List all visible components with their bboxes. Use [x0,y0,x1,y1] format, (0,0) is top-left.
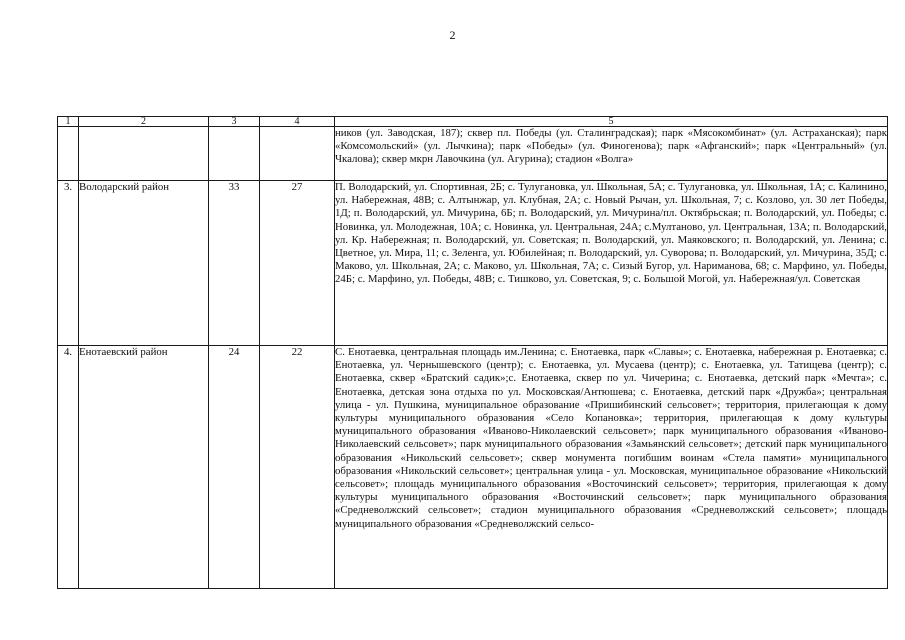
table-row [58,127,888,181]
page-number: 2 [449,28,456,42]
header-col-2: 2 [79,117,209,127]
column-4-value: 27 [260,181,335,346]
locations-text: П. Володарский, ул. Спортивная, 2Б; с. Тулугановка, ул. Школьная, 5А; с. Тулугановка, ул. Школьная, 1А; с. Калинино, ул. Набережная, 48В; с. Алтынжар, ул. Клубная, 2А; с. Новый Рычан, ул. Школьная, 7; с. Козлово, ул. 30 лет Победы, 1Д; п. Володарский, ул. Мичурина, 6Б; п. Володарский, ул. Мичурина/пл. Октябрьская; п. Володарский, ул. Победы; с. Новинка, ул. Молодежная, 10А; с. Новинка, ул. Центральная, 24А; с.Мултаново, ул. Центральная, 13А; п. Володарский, ул. Кр. Набережная; п. Володарский, ул. Советская; п. Володарский, ул. Маяковского; п. Володарский, ул. Ленина; с. Цветное, ул. Мира, 11; с. Зеленга, ул. Юбилейная; п. Володарский, ул. Суворова; п. Володарский, ул. Мичурина, 35Д; с. Маково, ул. Школьная, 2А; с. Маково, ул. Школьная, 7А; с. Сизый Бугор, ул. Нариманова, 68; с. Марфино, ул. Победы, 24Б; с. Марфино, ул. Победы, 48В; с. Тишково, ул. Советская, 9; с. Большой Могой, ул. Набережная/ул. Советская [335,181,888,346]
column-4-value: 22 [260,346,335,589]
header-col-4: 4 [260,117,335,127]
row-number: 3. [58,181,79,346]
district-name: Енотаевский район [79,346,209,589]
district-name: Володарский район [79,181,209,346]
header-col-1: 1 [58,117,79,127]
header-col-3: 3 [209,117,260,127]
column-3-value: 33 [209,181,260,346]
locations-text: С. Енотаевка, центральная площадь им.Ленина; с. Енотаевка, парк «Славы»; с. Енотаевка, набережная р. Енотаевка; с. Енотаевка, ул. Чернышевского (центр); с. Енотаевка, ул. Мусаева (центр); с. Енотаевка, ул. Татищева (центр); с. Енотаевка, сквер «Братский садик»;с. Енотаевка, сквер по ул. Чичерина; с. Енотаевка, детский парк «Мечта»; с. Енотаевка, детская зона отдыха по ул. Московская/Антюшева; с. Енотаевка, детский парк «Дружба»; центральная улица - ул. Пушкина, муниципальное образование «Пришибинский сельсовет»; территория, прилегающая к дому культуры муниципального образования «Село Копановка»; территория, прилегающая к дому культуры муниципального образования «Ивановo-Николаевский сельсовет»; парк муниципального образования «Ивановo-Николаевский сельсовет»; парк муниципального образования «Замьянский сельсовет»; детский парк муниципального образования «Никольский сельсовет»; сквер монумента погибшим воинам «Стела памяти» муниципального образования «Никольский сельсовет»; центральная улица - ул. Московская, муниципальное образование «Никольский сельсовет»; площадь муниципального образования «Восточинский сельсовет»; территория, прилегающая к дому культуры муниципального образования «Восточинский сельсовет»; парк муниципального образования «Средневолжский сельсовет»; стадион муниципального образования «Средневолжский сельсовет»; площадь муниципального образования «Средневолжский сельсо- [335,346,888,589]
table-row [58,346,888,589]
table-row [58,181,888,346]
row-number: 4. [58,346,79,589]
row-number [58,127,79,181]
column-4-value [260,127,335,181]
document-table [57,116,888,589]
column-3-value [209,127,260,181]
header-col-5: 5 [335,117,888,127]
column-3-value: 24 [209,346,260,589]
table-header-row [58,117,888,127]
district-name [79,127,209,181]
locations-text: ников (ул. Заводская, 187); сквер пл. Победы (ул. Сталинградская); парк «Мясокомбинат» (ул. Астраханская); парк «Комсомольский» (ул. Лычкина); парк «Победы» (ул. Финогенова); парк «Афганский»; парк «Центральный» (ул. Чкалова); сквер мкрн Лавочкина (ул. Агурина); стадион «Волга» [335,127,888,181]
